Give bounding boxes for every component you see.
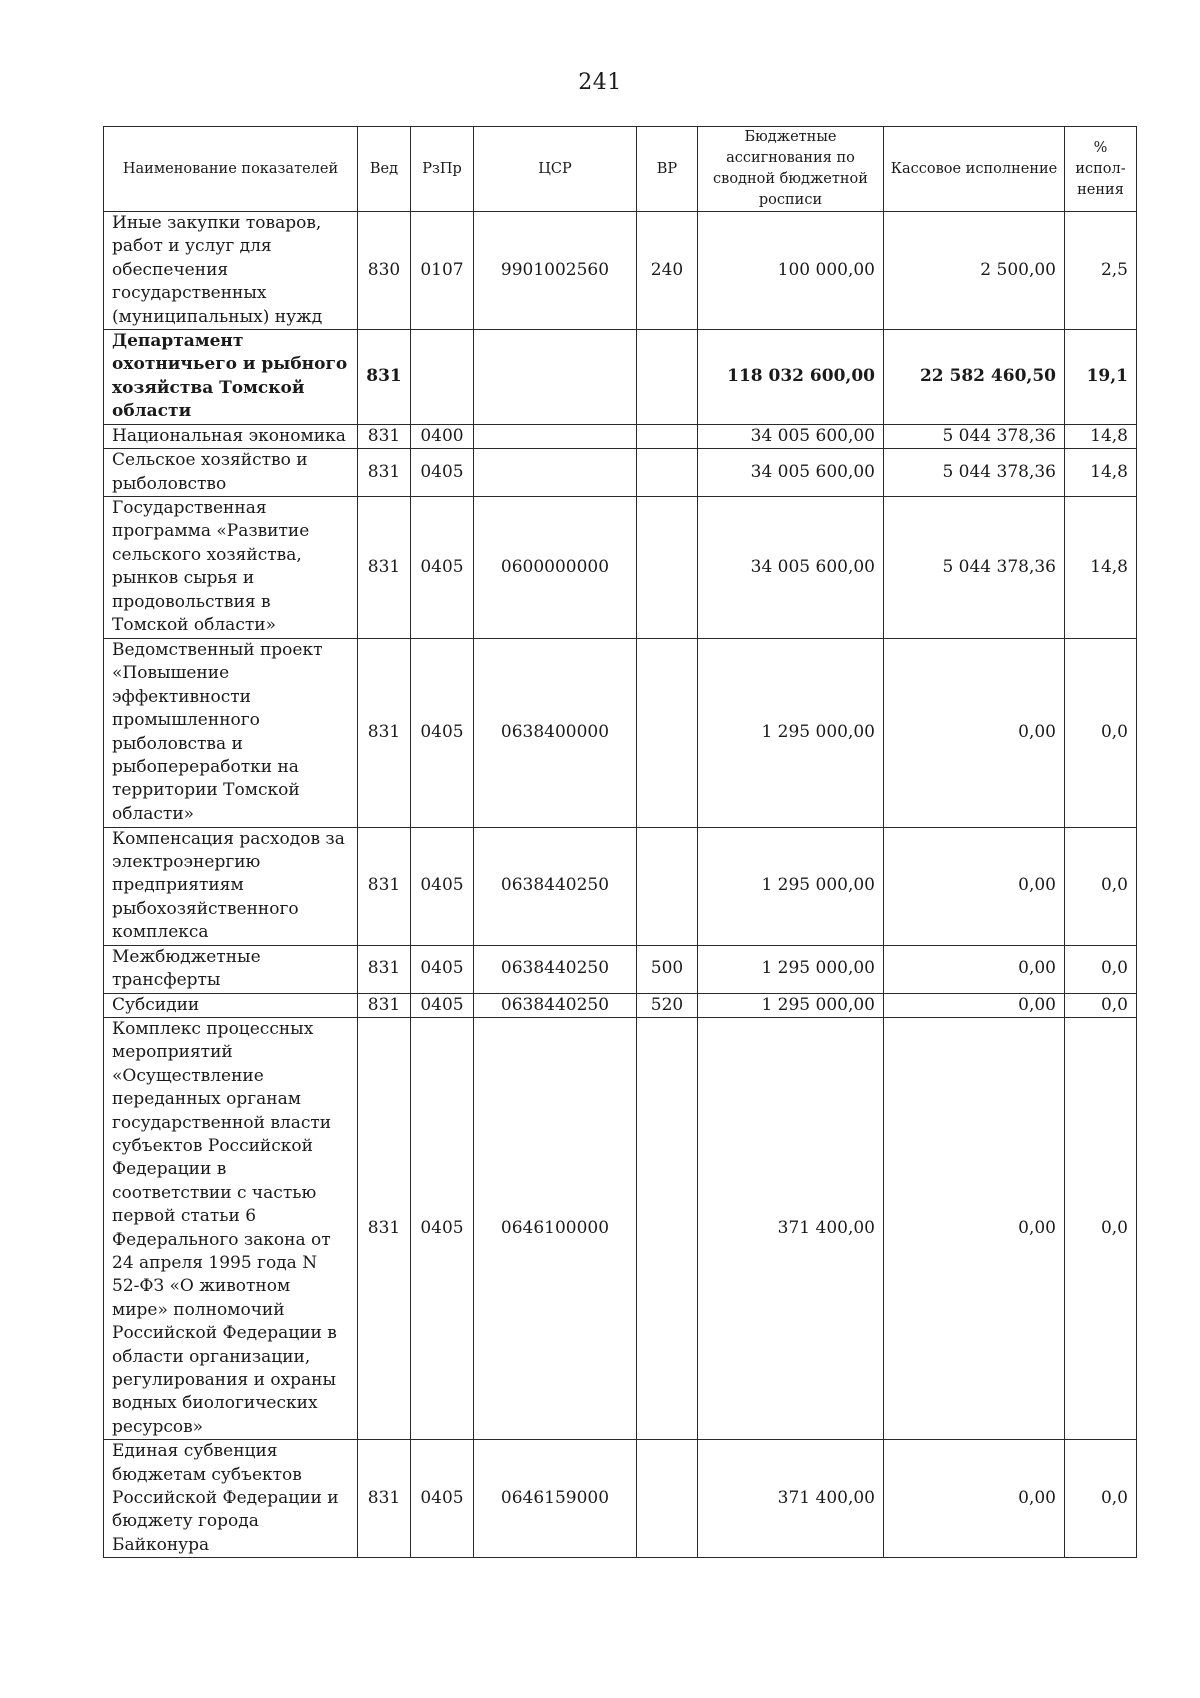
row-csr: 0638440250 xyxy=(474,945,637,993)
row-cash: 0,00 xyxy=(884,827,1065,945)
page-number: 241 xyxy=(578,70,622,95)
row-cash: 5 044 378,36 xyxy=(884,497,1065,638)
row-percent: 0,0 xyxy=(1065,1440,1137,1558)
row-name: Департамент охотничьего и рыбного хозяйства Томской области xyxy=(104,330,358,425)
row-name: Компенсация расходов за электроэнергию предприятиям рыбохозяйственного комплекса xyxy=(104,827,358,945)
table-header-row xyxy=(104,127,1137,212)
column-header-ved: Вед xyxy=(358,127,411,212)
row-vr xyxy=(637,330,698,425)
row-ved: 831 xyxy=(358,945,411,993)
row-vr: 240 xyxy=(637,212,698,330)
row-budget: 100 000,00 xyxy=(698,212,884,330)
row-cash: 0,00 xyxy=(884,945,1065,993)
row-vr xyxy=(637,638,698,827)
row-csr: 0646159000 xyxy=(474,1440,637,1558)
row-cash: 2 500,00 xyxy=(884,212,1065,330)
row-rzpr: 0107 xyxy=(411,212,474,330)
table-row xyxy=(104,945,1137,993)
row-cash: 22 582 460,50 xyxy=(884,330,1065,425)
row-csr: 0646100000 xyxy=(474,1017,637,1439)
row-name: Сельское хозяйство и рыболовство xyxy=(104,449,358,497)
row-csr xyxy=(474,424,637,448)
row-name: Межбюджетные трансферты xyxy=(104,945,358,993)
row-cash: 0,00 xyxy=(884,638,1065,827)
row-ved: 831 xyxy=(358,1440,411,1558)
row-name: Государственная программа «Развитие сельского хозяйства, рынков сырья и продовольствия в Томской области» xyxy=(104,497,358,638)
row-csr: 0638440250 xyxy=(474,827,637,945)
row-percent: 14,8 xyxy=(1065,497,1137,638)
column-header-csr: ЦСР xyxy=(474,127,637,212)
row-ved: 831 xyxy=(358,497,411,638)
column-header-vr: ВР xyxy=(637,127,698,212)
row-rzpr: 0405 xyxy=(411,1017,474,1439)
table-row xyxy=(104,424,1137,448)
row-rzpr: 0400 xyxy=(411,424,474,448)
table-row xyxy=(104,1440,1137,1558)
row-rzpr: 0405 xyxy=(411,497,474,638)
budget-execution-table xyxy=(103,126,1137,1558)
table-row xyxy=(104,1017,1137,1439)
row-cash: 0,00 xyxy=(884,1017,1065,1439)
row-csr: 9901002560 xyxy=(474,212,637,330)
row-csr: 0638440250 xyxy=(474,993,637,1017)
row-rzpr xyxy=(411,330,474,425)
row-ved: 831 xyxy=(358,449,411,497)
row-rzpr: 0405 xyxy=(411,827,474,945)
row-vr xyxy=(637,497,698,638)
row-name: Национальная экономика xyxy=(104,424,358,448)
row-percent: 19,1 xyxy=(1065,330,1137,425)
row-cash: 5 044 378,36 xyxy=(884,449,1065,497)
row-name: Иные закупки товаров, работ и услуг для обеспечения государственных (муниципальных) нужд xyxy=(104,212,358,330)
row-rzpr: 0405 xyxy=(411,993,474,1017)
row-budget: 1 295 000,00 xyxy=(698,638,884,827)
row-rzpr: 0405 xyxy=(411,945,474,993)
row-vr xyxy=(637,424,698,448)
row-rzpr: 0405 xyxy=(411,1440,474,1558)
row-vr xyxy=(637,449,698,497)
row-budget: 371 400,00 xyxy=(698,1440,884,1558)
row-percent: 14,8 xyxy=(1065,449,1137,497)
row-ved: 830 xyxy=(358,212,411,330)
row-rzpr: 0405 xyxy=(411,638,474,827)
row-name: Ведомственный проект «Повышение эффективности промышленного рыболовства и рыбопереработки на территории Томской области» xyxy=(104,638,358,827)
row-budget: 1 295 000,00 xyxy=(698,945,884,993)
row-ved: 831 xyxy=(358,638,411,827)
row-vr xyxy=(637,1017,698,1439)
table-row xyxy=(104,638,1137,827)
row-budget: 34 005 600,00 xyxy=(698,424,884,448)
row-percent: 0,0 xyxy=(1065,993,1137,1017)
table-row xyxy=(104,827,1137,945)
row-ved: 831 xyxy=(358,424,411,448)
row-percent: 14,8 xyxy=(1065,424,1137,448)
column-header-name: Наименование показателей xyxy=(104,127,358,212)
row-percent: 2,5 xyxy=(1065,212,1137,330)
row-csr xyxy=(474,330,637,425)
row-budget: 1 295 000,00 xyxy=(698,827,884,945)
column-header-budget: Бюджетные ассигнования по сводной бюджетной росписи xyxy=(698,127,884,212)
column-header-percent: % испол-нения xyxy=(1065,127,1137,212)
column-header-rzpr: РзПр xyxy=(411,127,474,212)
row-cash: 0,00 xyxy=(884,993,1065,1017)
row-csr: 0638400000 xyxy=(474,638,637,827)
row-name: Комплекс процессных мероприятий «Осуществление переданных органам государственной власти субъектов Российской Федерации в соответствии с частью первой статьи 6 Федерального закона от 24 апреля 1995 года N 52-ФЗ «О животном мире» полномочий Российской Федерации в области организации, регулирования и охраны водных биологических ресурсов» xyxy=(104,1017,358,1439)
row-csr xyxy=(474,449,637,497)
row-percent: 0,0 xyxy=(1065,1017,1137,1439)
row-percent: 0,0 xyxy=(1065,638,1137,827)
row-name: Единая субвенция бюджетам субъектов Российской Федерации и бюджету города Байконура xyxy=(104,1440,358,1558)
row-vr: 500 xyxy=(637,945,698,993)
row-budget: 118 032 600,00 xyxy=(698,330,884,425)
row-ved: 831 xyxy=(358,330,411,425)
row-budget: 34 005 600,00 xyxy=(698,497,884,638)
table-row xyxy=(104,449,1137,497)
row-csr: 0600000000 xyxy=(474,497,637,638)
row-vr xyxy=(637,827,698,945)
row-budget: 1 295 000,00 xyxy=(698,993,884,1017)
row-budget: 371 400,00 xyxy=(698,1017,884,1439)
row-ved: 831 xyxy=(358,1017,411,1439)
row-cash: 0,00 xyxy=(884,1440,1065,1558)
row-rzpr: 0405 xyxy=(411,449,474,497)
table-row xyxy=(104,497,1137,638)
row-cash: 5 044 378,36 xyxy=(884,424,1065,448)
column-header-cash: Кассовое исполнение xyxy=(884,127,1065,212)
row-vr: 520 xyxy=(637,993,698,1017)
row-vr xyxy=(637,1440,698,1558)
row-ved: 831 xyxy=(358,827,411,945)
row-ved: 831 xyxy=(358,993,411,1017)
row-percent: 0,0 xyxy=(1065,945,1137,993)
table-row xyxy=(104,212,1137,330)
table-row-department-total xyxy=(104,330,1137,425)
row-budget: 34 005 600,00 xyxy=(698,449,884,497)
row-percent: 0,0 xyxy=(1065,827,1137,945)
table-row xyxy=(104,993,1137,1017)
row-name: Субсидии xyxy=(104,993,358,1017)
